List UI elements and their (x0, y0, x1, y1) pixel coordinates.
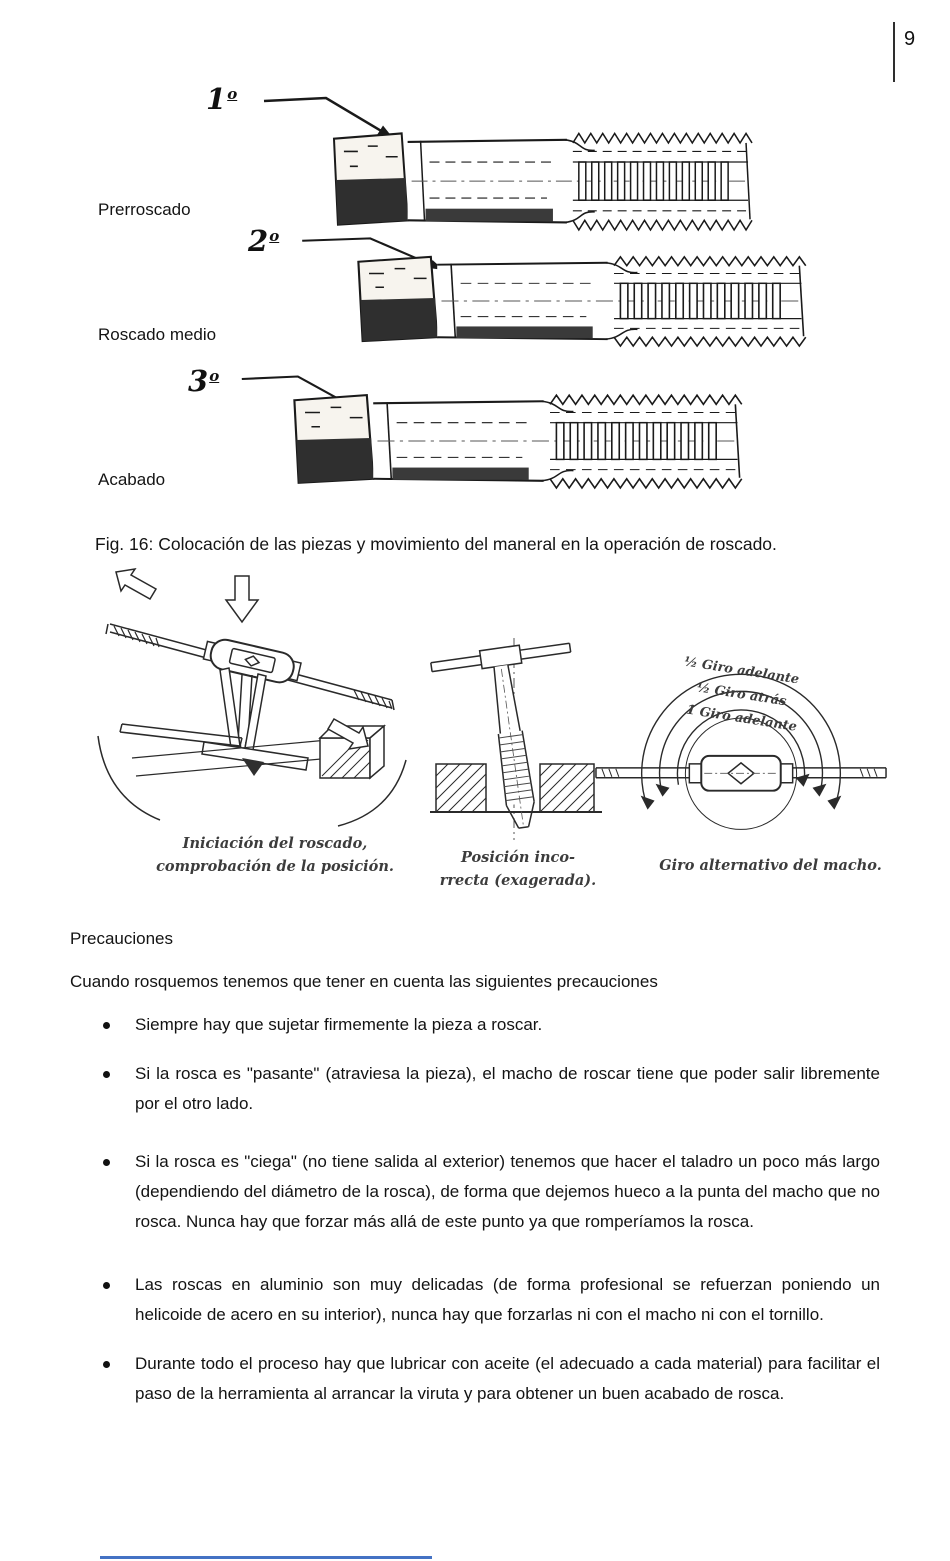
list-item-text: Durante todo el proceso hay que lubricar con aceite (el adecuado a cada material) para facilitar el paso de la herramienta al arrancar la viruta y para obtener un buen acabado de rosca. (135, 1354, 880, 1403)
tap-drawing-prerroscado (328, 126, 756, 232)
list-item-text: Si la rosca es "ciega" (no tiene salida al exterior) tenemos que hacer el taladro un poco más largo (dependiendo del diámetro de la rosca), de forma que dejemos hueco a la punta del macho que no rosca. Nunca hay que forzar más allá de este punto ya que romperíamos la rosca. (135, 1152, 880, 1231)
tap-step-1-label: Prerroscado (98, 200, 191, 219)
bullet-dot (103, 1071, 110, 1078)
footer-rule (100, 1556, 432, 1559)
illustration-incorrect-position-caption (428, 846, 608, 892)
ordinal-number: 1 (206, 82, 227, 116)
page-number: 9 (904, 28, 916, 50)
figure16-caption: Fig. 16: Colocación de las piezas y movimiento del maneral en la operación de roscado. (95, 534, 777, 554)
caption-line: Iniciación del roscado, (182, 835, 368, 852)
tap-drawing-acabado (288, 388, 746, 490)
illustration-thread-start (92, 562, 417, 830)
list-item (98, 1147, 880, 1237)
caption-line: comprobación de la posición. (156, 858, 394, 875)
arc-label-full-turn-forward: 1 Giro adelante (685, 702, 798, 735)
bullet-dot (103, 1159, 110, 1166)
precautions-heading: Precauciones (70, 929, 174, 948)
ordinal-number: 3 (188, 364, 209, 398)
illustration-alternating-turn (592, 642, 890, 847)
list-item (98, 1059, 880, 1119)
tap-step-2-ordinal (248, 224, 279, 258)
bullet-dot (103, 1282, 110, 1289)
tap-step-3-label: Acabado (98, 470, 166, 489)
caption-line: Posición inco- (460, 849, 576, 866)
caption-line: rrecta (exagerada). (439, 872, 597, 889)
ordinal-number: 2 (248, 224, 269, 258)
tap-drawing-roscado-medio (352, 250, 810, 348)
list-item-text: Si la rosca es "pasante" (atraviesa la pieza), el macho de roscar tiene que poder salir libremente por el otro lado. (135, 1064, 880, 1113)
list-item (98, 1349, 880, 1409)
illustration-incorrect-position (428, 636, 606, 844)
illustration-alternating-turn-caption: Giro alternativo del macho. (659, 857, 882, 874)
arc-label-half-turn-back: ½ Giro atrás (695, 680, 788, 710)
illustration-thread-start-caption (140, 832, 410, 878)
bullet-dot (103, 1022, 110, 1029)
list-item (98, 1010, 880, 1040)
list-item-text: Siempre hay que sujetar firmemente la pieza a roscar. (135, 1015, 543, 1034)
bullet-dot (103, 1361, 110, 1368)
ordinal-suffix: o (269, 227, 280, 245)
page-number-divider (893, 22, 895, 82)
list-item-text: Las roscas en aluminio son muy delicadas (de forma profesional se refuerzan poniendo un helicoide de acero en su interior), nunca hay que forzarlas ni con el macho ni con el tornillo. (135, 1275, 880, 1324)
arc-label-half-turn-forward: ½ Giro adelante (682, 654, 801, 688)
ordinal-suffix: o (209, 367, 220, 385)
tap-step-2-label: Roscado medio (98, 325, 217, 344)
ordinal-suffix: o (227, 85, 238, 103)
tap-step-3-ordinal (188, 364, 219, 398)
precautions-intro: Cuando rosquemos tenemos que tener en cuenta las siguientes precauciones (70, 972, 658, 991)
list-item (98, 1270, 880, 1330)
precautions-list (98, 1010, 880, 1428)
tap-step-1-ordinal (206, 82, 237, 116)
